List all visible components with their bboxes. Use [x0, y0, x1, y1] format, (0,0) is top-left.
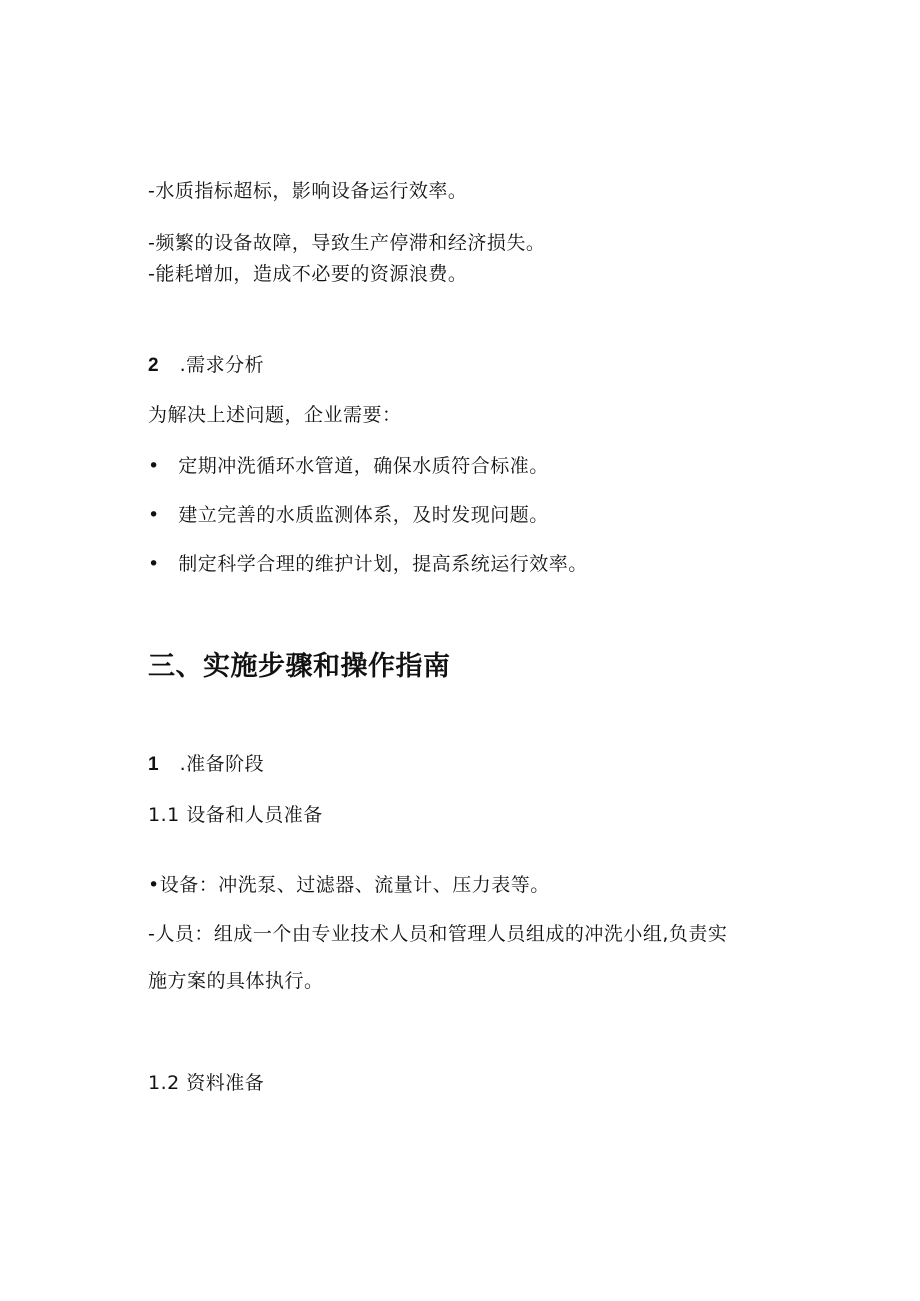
list-item-text: 定期冲洗循环水管道，确保水质符合标准。 [178, 455, 549, 477]
subsection-heading [148, 751, 264, 778]
bullet-icon: • [148, 504, 160, 526]
list-item [148, 502, 549, 528]
needs-heading-number: 2 [148, 355, 160, 376]
needs-heading-text: .需求分析 [179, 354, 265, 376]
subsection-1-2-heading: 1.2 资料准备 [148, 1072, 265, 1094]
list-item-text: 建立完善的水质监测体系，及时发现问题。 [178, 504, 549, 526]
personnel-line-2: 施方案的具体执行。 [148, 970, 324, 992]
bullet-icon: • [148, 455, 160, 477]
list-item [148, 551, 588, 577]
subsection-heading-text: .准备阶段 [179, 753, 265, 775]
personnel-line-1: -人员：组成一个由专业技术人员和管理人员组成的冲洗小组,负责实 [148, 923, 728, 945]
equipment-line: •设备：冲洗泵、过滤器、流量计、压力表等。 [148, 874, 550, 896]
subsection-1-1-heading: 1.1 设备和人员准备 [148, 804, 323, 826]
section-title: 三、实施步骤和操作指南 [148, 651, 451, 682]
problem-item-1: -水质指标超标，影响设备运行效率。 [148, 180, 468, 202]
problem-item-3: -能耗增加，造成不必要的资源浪费。 [148, 263, 468, 285]
list-item-text: 制定科学合理的维护计划，提高系统运行效率。 [178, 553, 588, 575]
needs-intro: 为解决上述问题，企业需要： [148, 404, 402, 426]
subsection-heading-number: 1 [148, 754, 160, 775]
problem-item-2: -频繁的设备故障，导致生产停滞和经济损失。 [148, 232, 546, 254]
needs-heading [148, 352, 264, 379]
bullet-icon: • [148, 553, 160, 575]
list-item [148, 453, 549, 479]
